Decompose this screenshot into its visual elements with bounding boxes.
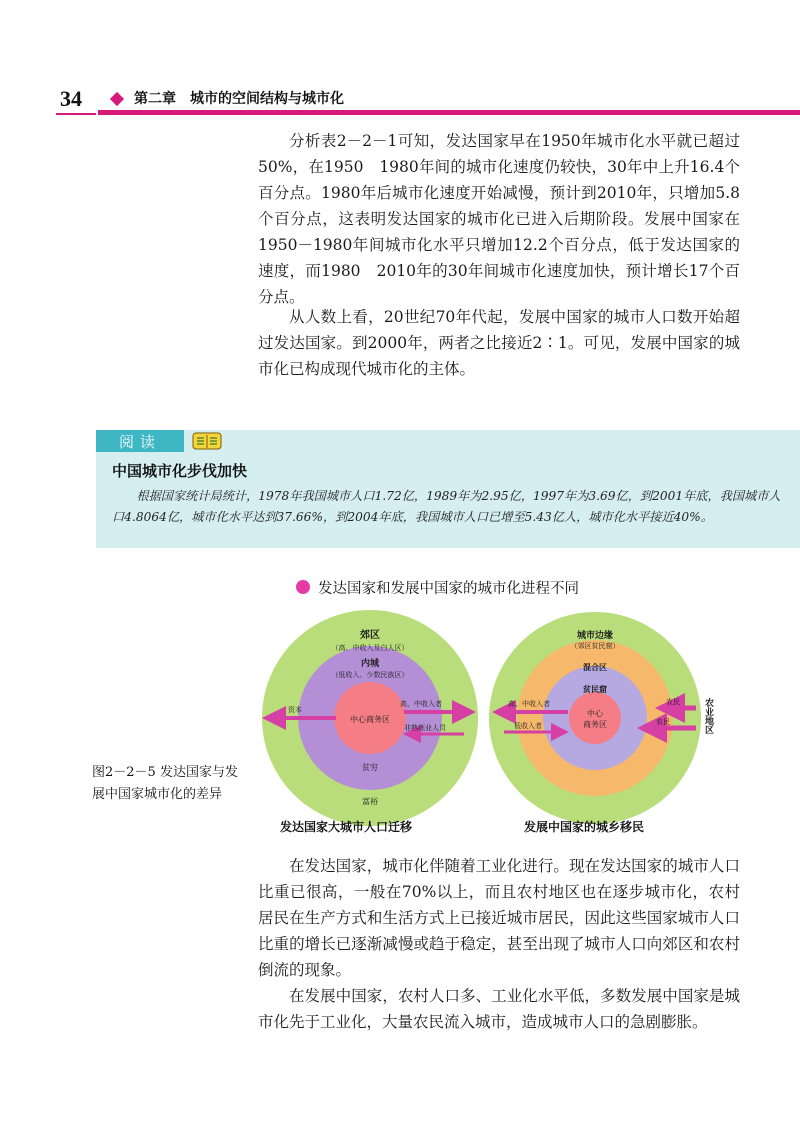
left-unskilled-label: 非熟练业人员 <box>404 724 446 732</box>
right-core <box>569 692 621 744</box>
body-paragraph-3: 在发达国家，城市化伴随着工业化进行。现在发达国家的城市人口比重已很高，一般在70%以上，而且农村地区也在逐步城市化，农村居民在生产方式和生活方式上已接近城市居民，因此这些国家城市人口比重的增长已逐渐减慢或趋于稳定，甚至出现了城市人口向郊区和农村倒流的现象。 <box>258 857 740 979</box>
chapter-diamond-icon <box>110 92 124 106</box>
body-paragraph-2: 从人数上看，20世纪70年代起，发展中国家的城市人口数开始超过发达国家。到2000年，两者之比接近2∶1。可见，发展中国家的城市化已构成现代城市化的主体。 <box>258 308 740 378</box>
right-outward-label: 高、中收入者 <box>508 700 550 708</box>
reading-tab: 阅读 <box>96 430 184 452</box>
chapter-title: 第二章 城市的空间结构与城市化 <box>134 91 344 107</box>
figure-bullet-icon <box>296 580 310 594</box>
left-income-label: 高、中收入者 <box>400 700 442 708</box>
page-header <box>0 0 800 120</box>
left-diagram <box>262 610 478 826</box>
right-rural-label: 农业地区 <box>703 698 713 734</box>
urbanization-diagram <box>250 608 750 838</box>
right-core-label-1: 中心 <box>587 709 603 718</box>
page-number: 34 <box>60 86 82 111</box>
right-farmer-label-1: 农民 <box>666 698 680 706</box>
figure-caption: 图2－2－5 发达国家与发展中国家城市化的差异 <box>92 765 238 802</box>
book-icon <box>192 431 222 451</box>
right-outer-sub: （郊区贫民窟） <box>570 642 620 650</box>
left-poor-label: 贫穷 <box>362 763 378 772</box>
left-diagram-caption: 发达国家大城市人口迁移 <box>280 820 413 834</box>
left-rich-label: 富裕 <box>362 797 378 806</box>
right-diagram <box>489 612 714 824</box>
left-middle-label: 内城 <box>360 659 380 669</box>
right-middle-label: 混合区 <box>583 663 607 672</box>
right-farmer-label-2: 农民 <box>656 718 670 726</box>
figure-title: 发达国家和发展中国家的城市化进程不同 <box>318 581 579 597</box>
body-paragraph-4: 在发展中国家，农村人口多、工业化水平低，多数发展中国家是城市化先于工业化，大量农民流入城市，造成城市人口的急剧膨胀。 <box>258 987 740 1031</box>
right-core-label-2: 商务区 <box>583 720 607 729</box>
right-inward-label: 低收入者 <box>514 722 542 730</box>
reading-title: 中国城市化步伐加快 <box>112 462 248 480</box>
left-capital-label: 资本 <box>288 706 302 714</box>
left-outer-sub: （高、中收入及白人区） <box>331 644 409 652</box>
right-outer-label: 城市边缘 <box>576 631 614 641</box>
header-rule-left <box>56 113 96 115</box>
left-outer-label: 郊区 <box>360 630 380 641</box>
body-paragraph-1: 分析表2－2－1可知，发达国家早在1950年城市化水平就已超过50%，在1950 1980年间的城市化速度仍较快，30年中上升16.4个百分点。1980年后城市化速度开始减慢，预计到2010年，只增加5.8个百分点，这表明发达国家的城市化已进入后期阶段。发展中国家在1950－1980年间城市化水平只增加12.2个百分点，低于发达国家的速度，而1980 2010年的30年间城市化速度加快，预计增长17个百分点。 <box>258 132 740 306</box>
header-rule <box>98 110 800 115</box>
reading-text: 根据国家统计局统计，1978年我国城市人口1.72亿，1989年为2.95亿，1997年为3.69亿，到2001年底，我国城市人口4.8064亿，城市化水平达到37.66%，到2004年底，我国城市人口已增至5.43亿人，城市化水平接近40%。 <box>112 489 781 524</box>
left-core-label: 中心商务区 <box>350 715 390 724</box>
left-middle-sub: （低收入、少数民族区） <box>331 671 409 679</box>
right-inner-label: 贫民窟 <box>583 685 607 694</box>
right-diagram-caption: 发展中国家的城乡移民 <box>524 820 645 834</box>
